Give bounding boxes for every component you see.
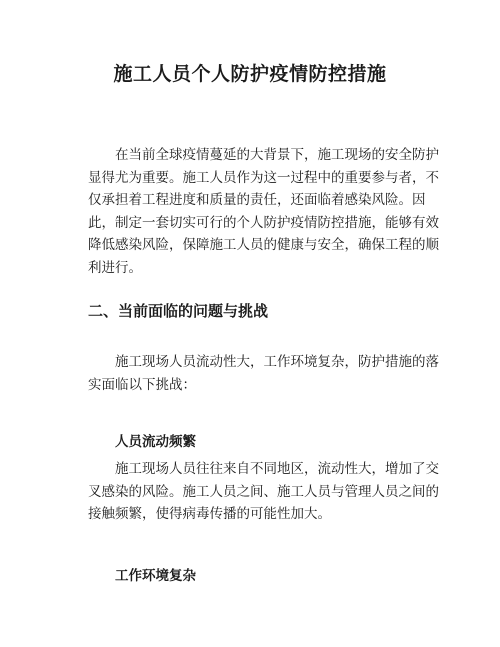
intro-paragraph: 在当前全球疫情蔓延的大背景下，施工现场的安全防护显得尤为重要。施工人员作为这一过程中的重要参与者，不仅承担着工程进度和质量的责任，还面临着感染风险。因此，制定一套切实可行的个人防护疫情防控措施，能够有效降低感染风险，保障施工人员的健康与安全，确保工程的顺利进行。 [88,147,439,276]
document-title: 施工人员个人防护疫情防控措施 [113,63,387,85]
section-heading-challenges: 二、当前面临的问题与挑战 [88,302,269,320]
personnel-mobility-paragraph: 施工现场人员往往来自不同地区，流动性大，增加了交叉感染的风险。施工人员之间、施工人员与管理人员之间的接触频繁，使得病毒传播的可能性加大。 [88,461,439,522]
section-intro-paragraph: 施工现场人员流动性大，工作环境复杂，防护措施的落实面临以下挑战： [88,354,439,393]
subheading-personnel-mobility: 人员流动频繁 [115,434,196,450]
subheading-work-environment: 工作环境复杂 [115,568,196,584]
